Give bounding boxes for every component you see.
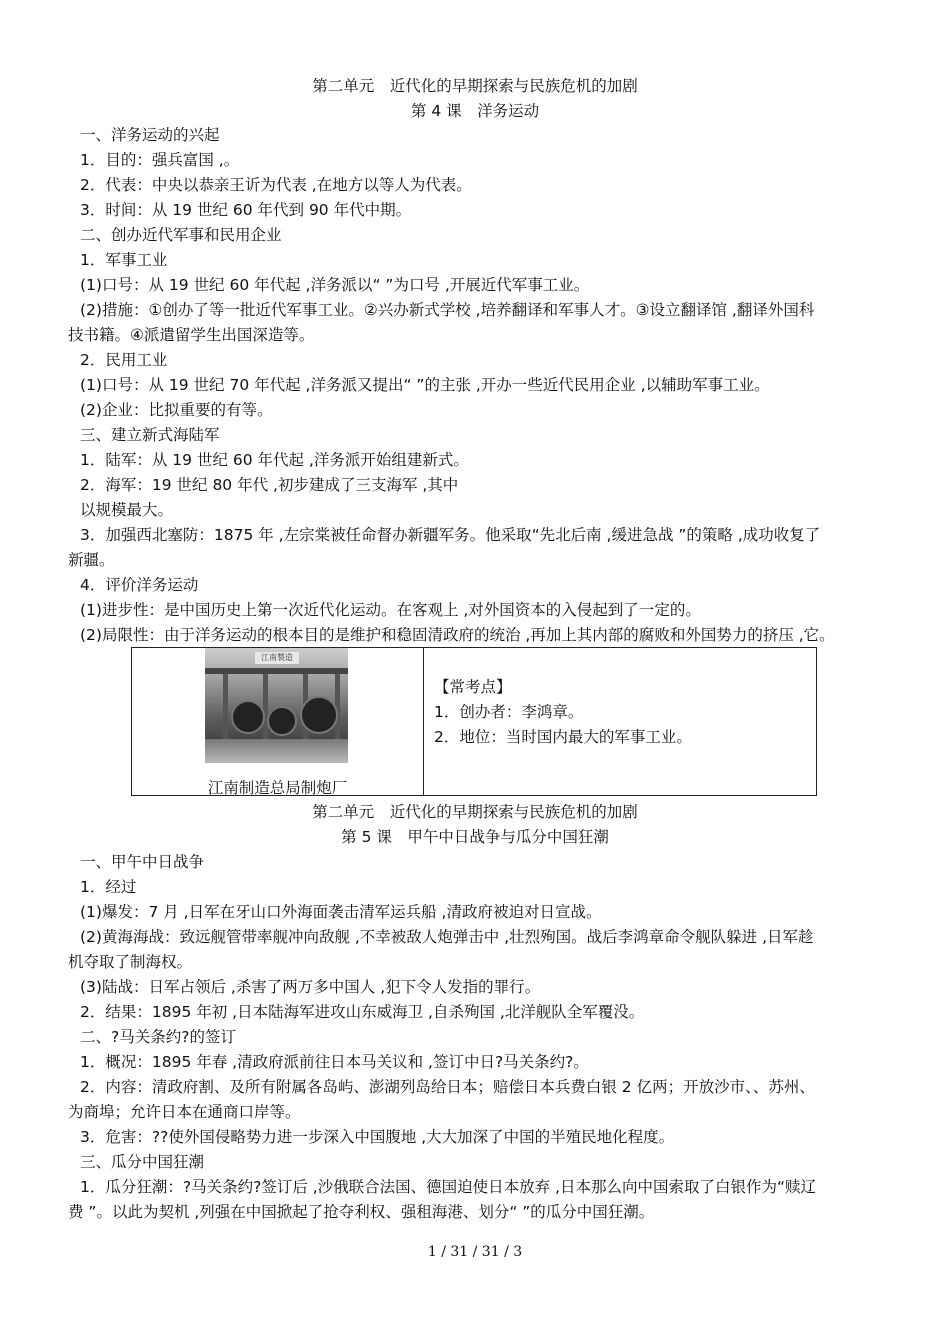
text-line: (1)口号：从 19 世纪 60 年代起 ,洋务派以“ ”为口号 ,开展近代军事工业。 (80, 276, 590, 294)
heading-1: 一、甲午中日战争 (80, 853, 205, 871)
text-line: 2．民用工业 (80, 351, 168, 369)
heading-1: 一、洋务运动的兴起 (80, 126, 220, 144)
unit-title-2: 第二单元 近代化的早期探索与民族危机的加剧 (312, 803, 638, 821)
text-line: (1)爆发：7 月 ,日军在牙山口外海面袭击清军运兵船 ,清政府被迫对日宣战。 (80, 903, 602, 921)
text-line: (2)措施：①创办了等一批近代军事工业。②兴办新式学校 ,培养翻译和军事人才。③设立翻译馆 ,翻译外国科 (80, 301, 815, 319)
lesson-title-4: 第 4 课 洋务运动 (410, 102, 540, 120)
text-line: 机夺取了制海权。 (68, 953, 193, 971)
text-line: (1)进步性：是中国历史上第一次近代化运动。在客观上 ,对外国资本的入侵起到了一定的。 (80, 601, 701, 619)
heading-3: 三、建立新式海陆军 (80, 426, 220, 444)
text-line: (1)口号：从 19 世纪 70 年代起 ,洋务派又提出“ ”的主张 ,开办一些近代民用企业 ,以辅助军事工业。 (80, 376, 770, 394)
text-line: 3．加强西北塞防：1875 年 ,左宗棠被任命督办新疆军务。他采取“先北后南 ,缓进急战 ”的策略 ,成功收复了 (80, 526, 821, 544)
factory-photo (205, 648, 348, 763)
text-line: 以规模最大。 (80, 501, 174, 519)
text-line: 1．概况：1895 年春 ,清政府派前往日本马关议和 ,签订中日?马关条约?。 (80, 1053, 589, 1071)
note-item: 2．地位：当时国内最大的军事工业。 (434, 728, 692, 746)
lesson-title-5: 第 5 课 甲午中日战争与瓜分中国狂潮 (341, 828, 609, 846)
photo-cell (132, 648, 424, 795)
heading-2: 二、创办近代军事和民用企业 (80, 226, 282, 244)
text-line: (2)黄海海战：致远舰管带率舰冲向敌舰 ,不幸被敌人炮弹击中 ,壮烈殉国。战后李鸿章命令舰队躲进 ,日军趁 (80, 928, 814, 946)
text-line: 1．经过 (80, 878, 137, 896)
text-line: 1．目的：强兵富国 ,。 (80, 151, 240, 169)
photo-caption: 江南制造总局制炮厂 (207, 779, 348, 797)
heading-3: 三、瓜分中国狂潮 (80, 1153, 205, 1171)
unit-title-1: 第二单元 近代化的早期探索与民族危机的加剧 (312, 77, 638, 95)
text-line: 2．结果：1895 年初 ,日本陆海军进攻山东威海卫 ,自杀殉国 ,北洋舰队全军覆没。 (80, 1003, 645, 1021)
text-line: (2)企业：比拟重要的有等。 (80, 401, 273, 419)
text-line: 为商埠；允许日本在通商口岸等。 (68, 1103, 301, 1121)
text-line: 3．时间：从 19 世纪 60 年代到 90 年代中期。 (80, 201, 412, 219)
text-line: (2)局限性：由于洋务运动的根本目的是维护和稳固清政府的统治 ,再加上其内部的腐败和外国势力的挤压 ,它。 (80, 626, 835, 644)
notes-heading: 【常考点】 (434, 678, 512, 696)
text-line: 3．危害：??使外国侵略势力进一步深入中国腹地 ,大大加深了中国的半殖民地化程度。 (80, 1128, 675, 1146)
text-line: 费 ”。以此为契机 ,列强在中国掀起了抢夺利权、强租海港、划分“ ”的瓜分中国狂潮。 (68, 1203, 655, 1221)
page-number: 1 / 31 / 31 / 3 (427, 1244, 523, 1260)
text-line: (3)陆战：日军占领后 ,杀害了两万多中国人 ,犯下令人发指的罪行。 (80, 978, 541, 996)
text-line: 新疆。 (68, 551, 115, 569)
text-line: 1．陆军：从 19 世纪 60 年代起 ,洋务派开始组建新式。 (80, 451, 469, 469)
heading-2: 二、?马关条约?的签订 (80, 1028, 236, 1046)
text-line: 1．军事工业 (80, 251, 168, 269)
text-line: 2．内容：清政府割、及所有附属各岛屿、澎湖列岛给日本；赔偿日本兵费白银 2 亿两；开放沙市、、苏州、 (80, 1078, 815, 1096)
notes-cell (424, 648, 816, 795)
text-line: 4．评价洋务运动 (80, 576, 199, 594)
text-line: 2．海军：19 世纪 80 年代 ,初步建成了三支海军 ,其中 (80, 476, 459, 494)
key-points-table (131, 647, 817, 796)
text-line: 2．代表：中央以恭亲王䜣为代表 ,在地方以等人为代表。 (80, 176, 472, 194)
text-line: 技书籍。④派遣留学生出国深造等。 (68, 326, 315, 344)
photo-sign: 江南製造 (255, 652, 299, 664)
note-item: 1．创办者：李鸿章。 (434, 703, 584, 721)
text-line: 1．瓜分狂潮：?马关条约?签订后 ,沙俄联合法国、德国迫使日本放弃 ,日本那么向中国索取了白银作为“赎辽 (80, 1178, 817, 1196)
